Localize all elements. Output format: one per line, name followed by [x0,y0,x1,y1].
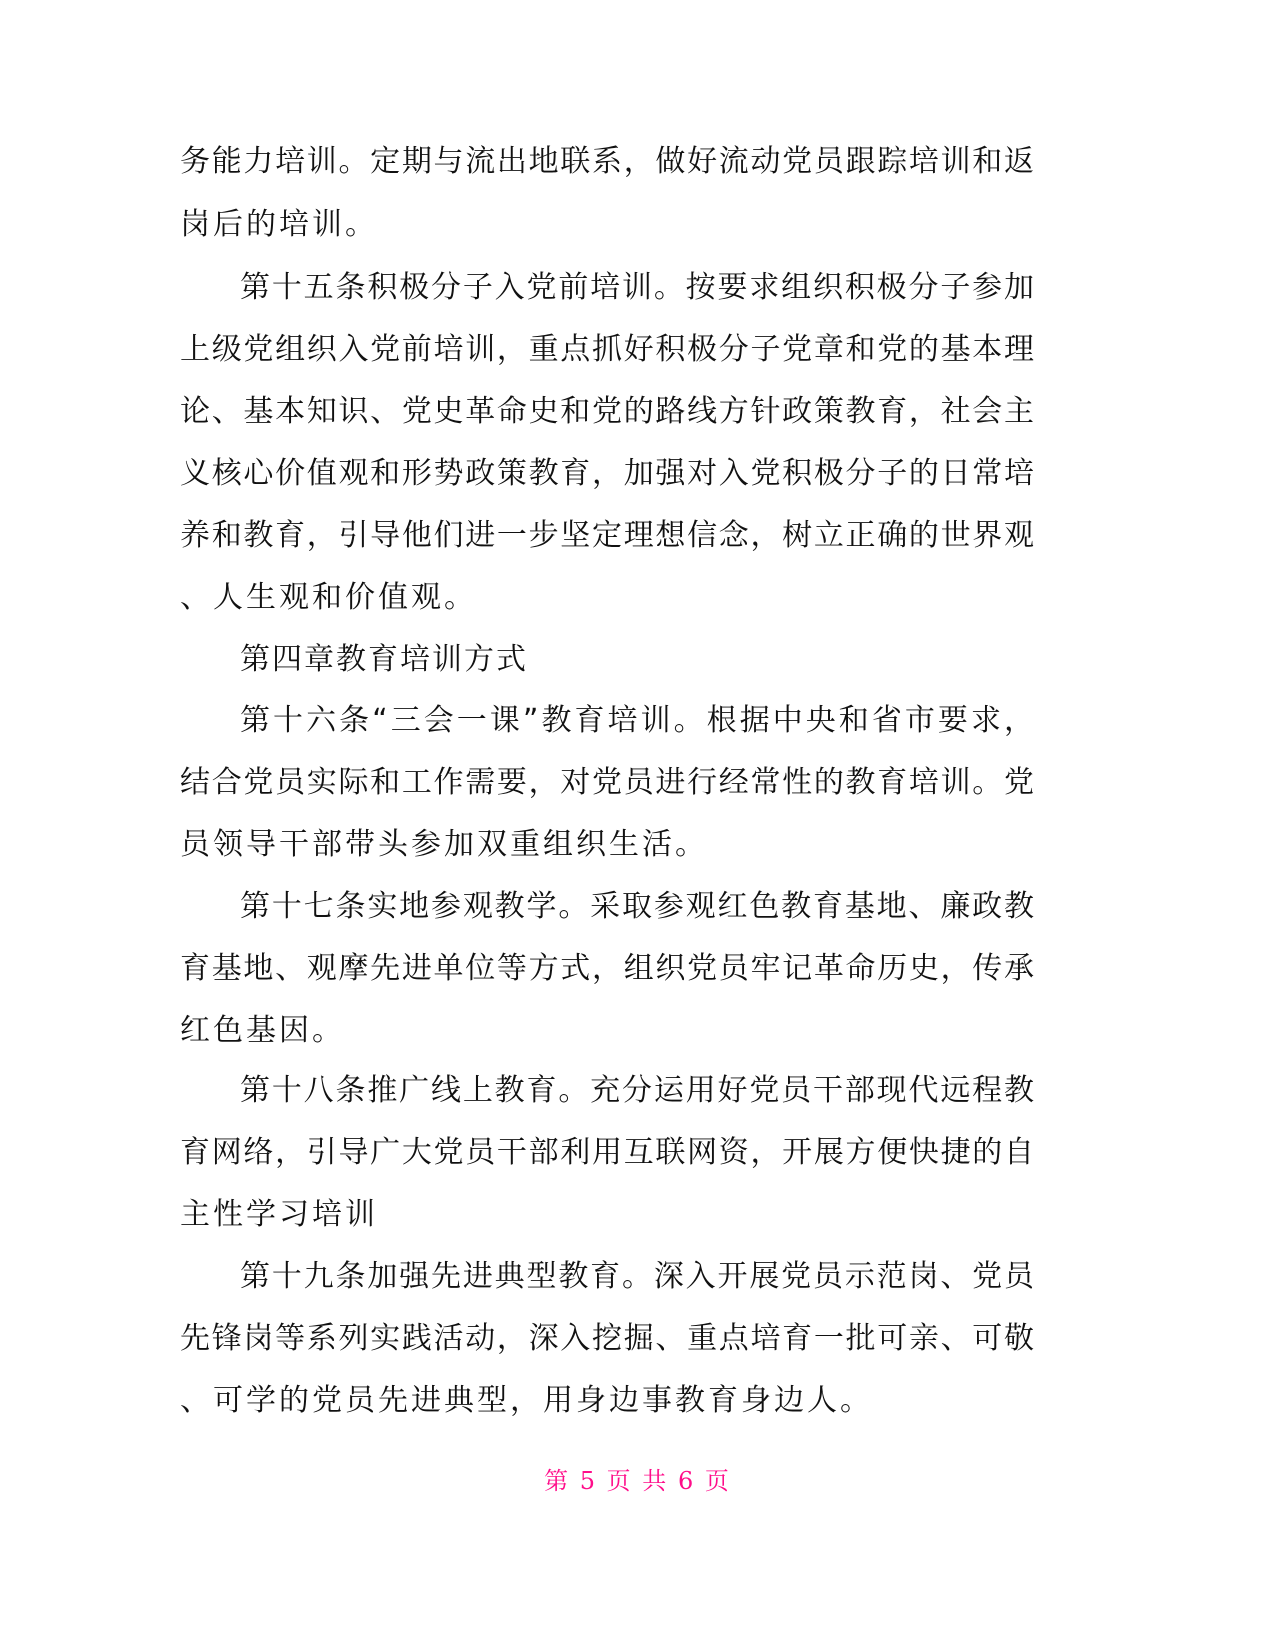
body-line: 育基地、观摩先进单位等方式，组织党员牢记革命历史，传承 [180,951,1034,986]
body-line: 养和教育，引导他们进一步坚定理想信念，树立正确的世界观 [180,518,1034,553]
body-line: 育网络，引导广大党员干部利用互联网资，开展方便快捷的自 [180,1135,1034,1170]
body-line: 岗后的培训。 [180,207,378,242]
chapter-heading: 第四章教育培训方式 [240,642,528,677]
article-15-first-line: 第十五条积极分子入党前培训。按要求组织积极分子参加 [240,270,1034,305]
body-line: 上级党组织入党前培训，重点抓好积极分子党章和党的基本理 [180,332,1034,367]
article-17-first-line: 第十七条实地参观教学。采取参观红色教育基地、廉政教 [240,889,1034,924]
article-16-first-line: 第十六条“三会一课”教育培训。根据中央和省市要求， [240,703,1034,738]
body-line: 务能力培训。定期与流出地联系，做好流动党员跟踪培训和返 [180,144,1034,179]
body-line: 先锋岗等系列实践活动，深入挖掘、重点培育一批可亲、可敬 [180,1321,1034,1356]
article-18-first-line: 第十八条推广线上教育。充分运用好党员干部现代远程教 [240,1073,1034,1108]
body-line: 、人生观和价值观。 [180,580,477,615]
body-line: 红色基因。 [180,1013,345,1048]
article-19-first-line: 第十九条加强先进典型教育。深入开展党员示范岗、党员 [240,1259,1034,1294]
body-line: 员领导干部带头参加双重组织生活。 [180,827,708,862]
page-number-footer: 第 5 页 共 6 页 [544,1467,731,1495]
body-line: 主性学习培训 [180,1197,378,1232]
body-line: 义核心价值观和形势政策教育，加强对入党积极分子的日常培 [180,456,1034,491]
body-line: 论、基本知识、党史革命史和党的路线方针政策教育，社会主 [180,394,1034,429]
body-line: 结合党员实际和工作需要，对党员进行经常性的教育培训。党 [180,765,1034,800]
body-line: 、可学的党员先进典型，用身边事教育身边人。 [180,1383,873,1418]
